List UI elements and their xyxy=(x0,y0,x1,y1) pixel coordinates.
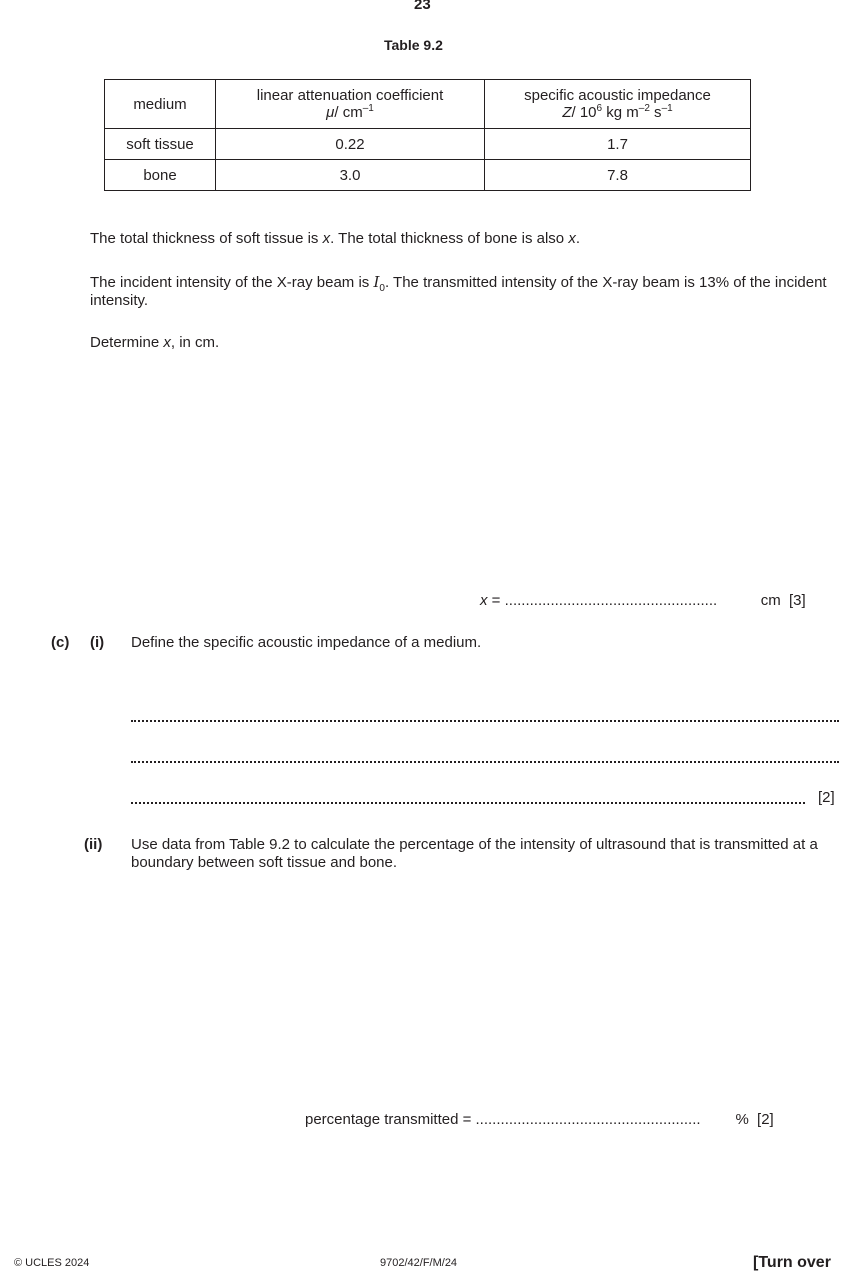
header-impedance-line1: specific acoustic impedance xyxy=(524,87,711,104)
header-attenuation-line1: linear attenuation coefficient xyxy=(256,87,444,104)
header-medium-text: medium xyxy=(133,95,187,113)
header-attenuation xyxy=(216,80,485,129)
cell-medium: soft tissue xyxy=(105,129,216,160)
answer-line[interactable] xyxy=(131,706,839,722)
header-z-symbol: Z xyxy=(562,104,572,121)
cell-z: 7.8 xyxy=(485,160,751,191)
header-z-exp-m: –2 xyxy=(638,103,650,114)
p1-var-x: x xyxy=(568,230,576,247)
p3-var-x: x xyxy=(163,334,171,351)
footer-code: 9702/42/F/M/24 xyxy=(380,1257,458,1269)
answer-x-field[interactable] xyxy=(505,592,757,609)
part-c-i-marks: [2] xyxy=(818,789,835,806)
percentage-field[interactable] xyxy=(476,1111,736,1128)
p2-text-a: The incident intensity of the X-ray beam is xyxy=(90,274,374,291)
header-z-exp6: 6 xyxy=(596,103,603,114)
header-z-exp-s: –1 xyxy=(661,103,673,114)
page-number: 23 xyxy=(414,0,431,13)
table-header-row xyxy=(105,80,751,129)
percentage-dots: ...................................................... xyxy=(475,1111,701,1128)
answer-x-eq: = xyxy=(487,592,505,609)
percentage-answer-line xyxy=(305,1111,774,1128)
cell-mu: 3.0 xyxy=(216,160,485,191)
answer-x-unit: cm xyxy=(756,592,781,609)
data-table xyxy=(104,79,751,191)
p3-text-a: Determine xyxy=(90,334,164,351)
answer-line[interactable] xyxy=(131,788,805,804)
p2-sub-0: 0 xyxy=(379,283,385,294)
answer-x-line xyxy=(480,592,806,609)
cell-mu: 0.22 xyxy=(216,129,485,160)
p2-var-I: I xyxy=(373,273,380,291)
header-z-unit-a: / 10 xyxy=(571,104,597,121)
paragraph-determine xyxy=(90,334,840,352)
p1-text-c: . xyxy=(575,230,580,247)
header-medium xyxy=(105,80,216,129)
part-c-i-label: (i) xyxy=(90,634,105,651)
part-c-ii-text: Use data from Table 9.2 to calculate the percentage of the intensity of ultrasound that is transmitted at a boundary between soft tissue and bone. xyxy=(131,836,818,871)
table-row xyxy=(105,129,751,160)
answer-x-dots: ................................................... xyxy=(504,592,718,609)
part-c-i-text: Define the specific acoustic impedance of a medium. xyxy=(131,634,482,651)
answer-x-var: x xyxy=(480,592,488,609)
header-mu-unit: / cm xyxy=(334,104,363,121)
paragraph-thickness xyxy=(90,230,840,248)
p2-text-b: . The transmitted intensity of the X-ray beam is 13% of the incident intensity. xyxy=(90,274,827,309)
table-row xyxy=(105,160,751,191)
p3-text-b: , in cm. xyxy=(170,334,220,351)
answer-line[interactable] xyxy=(131,747,839,763)
paragraph-intensity xyxy=(90,273,840,310)
footer-copyright: © UCLES 2024 xyxy=(14,1257,90,1269)
answer-x-marks: [3] xyxy=(788,592,806,609)
cell-z: 1.7 xyxy=(485,129,751,160)
header-impedance xyxy=(485,80,751,129)
percentage-label: percentage transmitted = xyxy=(305,1111,476,1128)
p1-var-x: x xyxy=(322,230,331,247)
header-mu-symbol: μ xyxy=(326,104,335,121)
cell-medium: bone xyxy=(105,160,216,191)
header-mu-exp: –1 xyxy=(362,103,374,114)
p1-text-a: The total thickness of soft tissue is xyxy=(90,230,323,247)
part-c-ii-label: (ii) xyxy=(84,836,103,853)
header-z-unit-c: s xyxy=(649,104,662,121)
percentage-marks: [2] xyxy=(757,1111,774,1128)
percentage-unit: % xyxy=(735,1111,749,1128)
p1-text-b: . The total thickness of bone is also xyxy=(330,230,569,247)
header-z-unit-b: kg m xyxy=(602,104,639,121)
table-caption: Table 9.2 xyxy=(384,37,443,53)
footer-turn-over: [Turn over xyxy=(753,1254,831,1271)
part-c-label: (c) xyxy=(51,634,70,651)
